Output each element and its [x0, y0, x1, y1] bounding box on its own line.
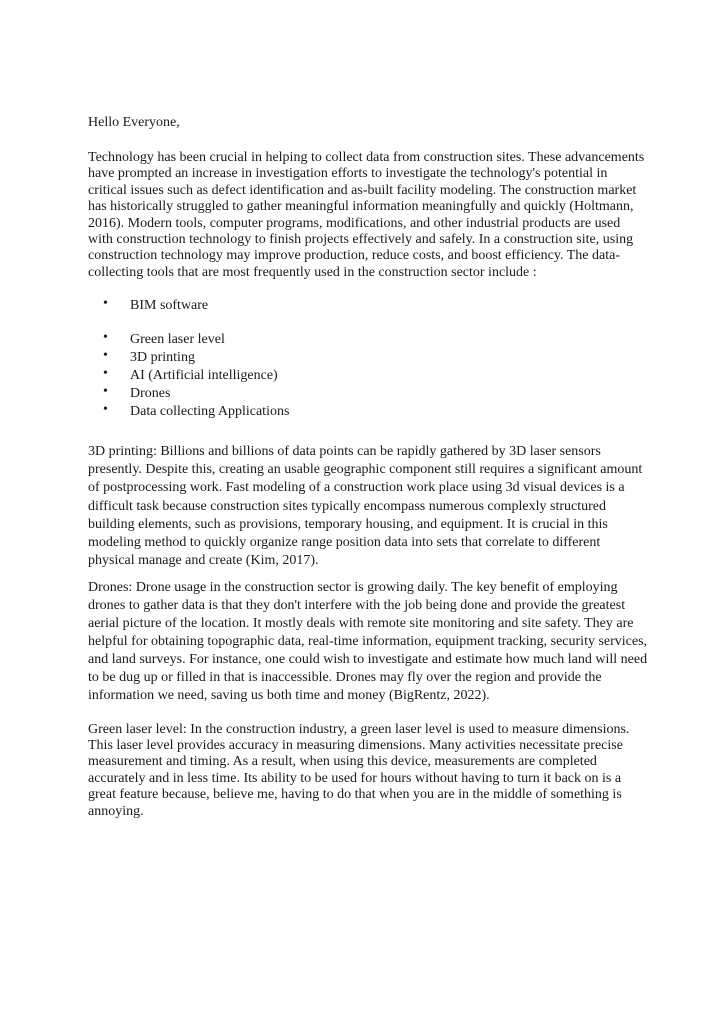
bullet-icon: •: [103, 384, 108, 400]
list-item-label: AI (Artificial intelligence): [130, 368, 278, 384]
list-item: [88, 403, 648, 421]
bullet-icon: •: [103, 402, 108, 418]
document-page: [88, 114, 648, 820]
list-item: [88, 331, 648, 349]
list-item-label: Data collecting Applications: [130, 404, 290, 420]
tools-list: [88, 297, 648, 315]
bullet-icon: •: [103, 330, 108, 346]
list-item: [88, 349, 648, 367]
intro-paragraph: Technology has been crucial in helping to collect data from construction sites. These advancements have prompted an increase in investigation efforts to investigate the technology's potential in critical issues such as defect identification and as-built facility modeling. The construction market has historically struggled to gather meaningful information meaningfully and quickly (Holtmann, 2016). Modern tools, computer programs, modifications, and other industrial products are used with construction technology to finish projects effectively and safely. In a construction site, using construction technology may improve production, reduce costs, and boost efficiency. The data-collecting tools that are most frequently used in the construction sector include :: [88, 150, 645, 280]
list-item-label: Drones: [130, 386, 171, 402]
list-item-label: 3D printing: [130, 350, 195, 366]
list-item: [88, 385, 648, 403]
section-green-laser-level: Green laser level: In the construction industry, a green laser level is used to measure dimensions. This laser level provides accuracy in measuring dimensions. Many activities necessitate precise measurement and timing. As a result, when using this device, measurements are completed accurately and in less time. Its ability to be used for hours without having to turn it back on is a great feature because, believe me, having to do that when you are in the middle of something is annoying.: [88, 721, 630, 819]
list-item: [88, 297, 648, 315]
tools-list-continued: [88, 331, 648, 421]
section-drones: Drones: Drone usage in the construction sector is growing daily. The key benefit of employing drones to gather data is that they don't interfere with the job being done and provide the greatest aerial picture of the location. It mostly deals with remote site monitoring and site safety. They are helpful for obtaining topographic data, real-time information, equipment tracking, security services, and land surveys. For instance, one could wish to investigate and estimate how much land will need to be dug up or filled in that is inaccessible. Drones may fly over the region and provide the information we need, saving us both time and money (BigRentz, 2022).: [88, 579, 648, 704]
greeting: Hello Everyone,: [88, 115, 180, 130]
list-item-label: BIM software: [130, 298, 209, 314]
bullet-icon: •: [103, 348, 108, 364]
section-3d-printing: 3D printing: Billions and billions of data points can be rapidly gathered by 3D laser sensors presently. Despite this, creating an usable geographic component still requires a significant amount of postprocessing work. Fast modeling of a construction work place using 3d visual devices is a difficult task because construction sites typically encompass numerous complexly structured building elements, such as provisions, temporary housing, and equipment. It is crucial in this modeling method to quickly organize range position data into sets that correlate to different physical manage and create (Kim, 2017).: [88, 444, 643, 568]
list-item-label: Green laser level: [130, 332, 225, 348]
bullet-icon: •: [103, 366, 108, 382]
list-item: [88, 367, 648, 385]
bullet-icon: •: [103, 296, 108, 312]
